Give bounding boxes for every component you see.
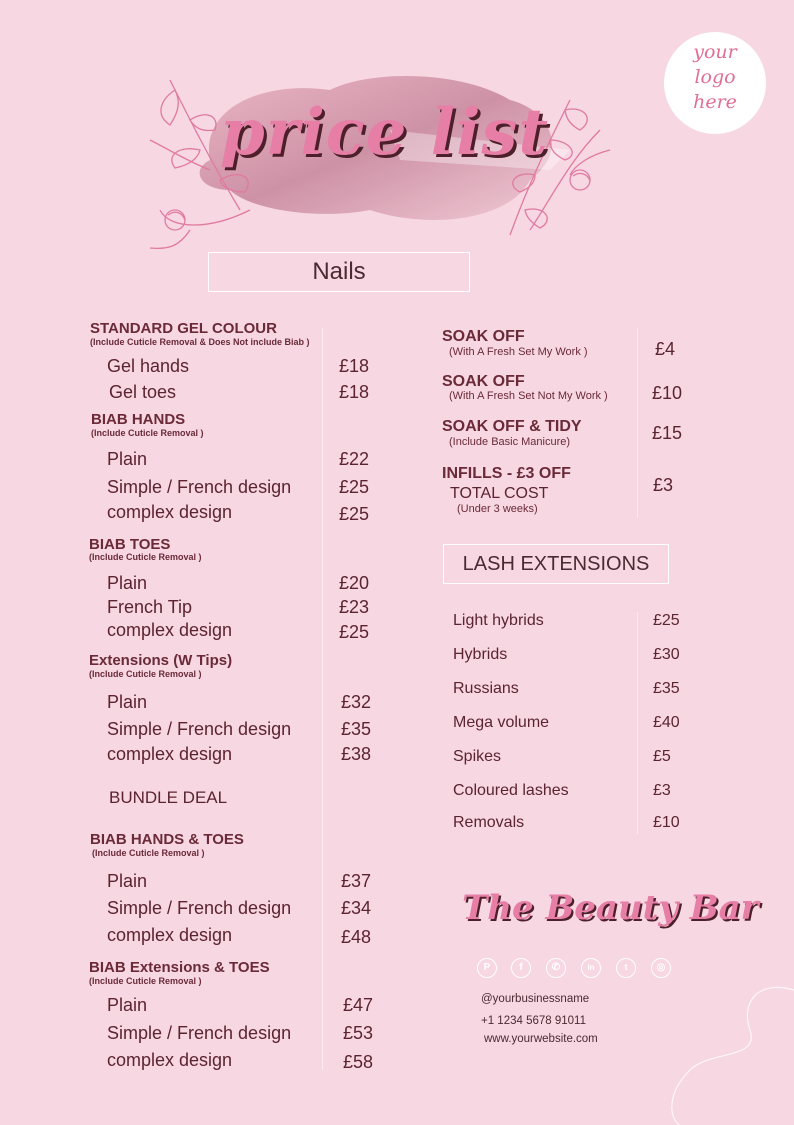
extra-note-soak-off-tidy: (Include Basic Manicure) [449,436,571,448]
price-gel-hands: £18 [339,356,370,376]
extra-price-soak-off-own: £4 [655,339,676,359]
item-biab-hands-complex: complex design [107,502,233,522]
item-bundle-et-simple: Simple / French design [107,1023,292,1043]
lash-item-removals: Removals [453,814,525,831]
item-gel-toes: Gel toes [109,382,177,402]
contact-website[interactable]: www.yourwebsite.com [484,1033,598,1045]
lash-price-removals: £10 [653,814,680,831]
price-extensions-simple: £35 [341,719,372,739]
extra-note-soak-off-other: (With A Fresh Set Not My Work ) [449,390,608,402]
section-title-standard-gel: STANDARD GEL COLOUR [90,320,277,337]
section-note-biab-toes: (Include Cuticle Removal ) [89,552,202,562]
section-title-biab-ext-toes: BIAB Extensions & TOES [89,959,270,976]
facebook-icon[interactable]: f [511,958,531,978]
item-bundle-ht-complex: complex design [107,925,233,945]
extra-note-infills: (Under 3 weeks) [457,503,538,515]
price-bundle-et-plain: £47 [343,995,374,1015]
price-bundle-et-simple: £53 [343,1023,374,1043]
item-bundle-ht-plain: Plain [107,871,148,891]
lash-price-hybrids: £30 [653,646,680,663]
section-note-extensions: (Include Cuticle Removal ) [89,669,202,679]
lash-item-mega-volume: Mega volume [453,714,550,731]
extra-note-soak-off-own: (With A Fresh Set My Work ) [449,346,588,358]
extra-line-total-cost: TOTAL COST [450,485,549,502]
price-biab-hands-plain: £22 [339,449,370,469]
linkedin-icon[interactable]: in [581,958,601,978]
section-title-biab-hands-toes: BIAB HANDS & TOES [90,831,244,848]
item-extensions-simple: Simple / French design [107,719,292,739]
pinterest-icon[interactable]: P [477,958,497,978]
item-biab-toes-plain: Plain [107,573,148,593]
lash-price-coloured: £3 [653,782,671,799]
section-title-biab-toes: BIAB TOES [89,536,171,553]
price-bundle-et-complex: £58 [343,1052,374,1072]
page-title: price list [220,95,549,170]
extra-title-soak-off-tidy: SOAK OFF & TIDY [442,418,582,435]
lash-price-light-hybrids: £25 [653,612,680,629]
section-title-biab-hands: BIAB HANDS [91,411,186,428]
section-note-standard-gel: (Include Cuticle Removal & Does Not include Biab ) [90,337,310,347]
instagram-icon[interactable]: ◎ [651,958,671,978]
nails-section-label: Nails [208,252,470,292]
lash-price-spikes: £5 [653,748,671,765]
lash-item-light-hybrids: Light hybrids [453,612,544,629]
price-extensions-plain: £32 [341,692,372,712]
lash-price-mega-volume: £40 [653,714,680,731]
section-note-biab-ext-toes: (Include Cuticle Removal ) [89,976,202,986]
price-biab-hands-simple: £25 [339,477,370,497]
section-note-biab-hands: (Include Cuticle Removal ) [91,428,204,438]
contact-handle[interactable]: @yourbusinessname [481,993,590,1005]
item-extensions-complex: complex design [107,744,233,764]
extra-title-soak-off-other: SOAK OFF [442,373,525,390]
extra-title-infills: INFILLS - £3 OFF [442,465,571,482]
price-bundle-ht-simple: £34 [341,898,372,918]
item-biab-hands-plain: Plain [107,449,148,469]
item-gel-hands: Gel hands [107,356,190,376]
price-biab-hands-complex: £25 [339,504,370,524]
nails-price-divider [322,328,323,1070]
lash-item-coloured: Coloured lashes [453,782,569,799]
lash-price-russians: £35 [653,680,680,697]
price-bundle-ht-plain: £37 [341,871,372,891]
whatsapp-icon[interactable]: ✆ [546,958,566,978]
extra-price-infills: £3 [653,475,674,495]
lash-section-label: LASH EXTENSIONS [443,544,669,584]
price-extensions-complex: £38 [341,744,372,764]
price-gel-toes: £18 [339,382,370,402]
item-biab-toes-french: French Tip [107,597,193,617]
item-bundle-ht-simple: Simple / French design [107,898,292,918]
decorative-swirl [650,980,794,1125]
section-title-extensions: Extensions (W Tips) [89,652,233,669]
section-note-biab-hands-toes: (Include Cuticle Removal ) [92,848,205,858]
extra-price-soak-off-other: £10 [652,383,683,403]
lash-price-divider [637,612,638,834]
brand-name: The Beauty Bar [462,888,759,928]
price-biab-toes-french: £23 [339,597,370,617]
bundle-deal-label: BUNDLE DEAL [109,788,228,807]
item-extensions-plain: Plain [107,692,148,712]
twitter-icon[interactable]: t [616,958,636,978]
lash-item-spikes: Spikes [453,748,502,765]
extras-price-divider [637,328,638,518]
item-biab-hands-simple: Simple / French design [107,477,292,497]
contact-phone[interactable]: +1 1234 5678 91011 [481,1015,586,1027]
extra-price-soak-off-tidy: £15 [652,423,683,443]
item-bundle-et-plain: Plain [107,995,148,1015]
price-bundle-ht-complex: £48 [341,927,372,947]
lash-item-russians: Russians [453,680,519,697]
item-biab-toes-complex: complex design [107,620,233,640]
price-biab-toes-plain: £20 [339,573,370,593]
item-bundle-et-complex: complex design [107,1050,233,1070]
lash-item-hybrids: Hybrids [453,646,508,663]
extra-title-soak-off-own: SOAK OFF [442,328,525,345]
price-biab-toes-complex: £25 [339,622,370,642]
logo-placeholder-text: your logo here [693,41,737,113]
